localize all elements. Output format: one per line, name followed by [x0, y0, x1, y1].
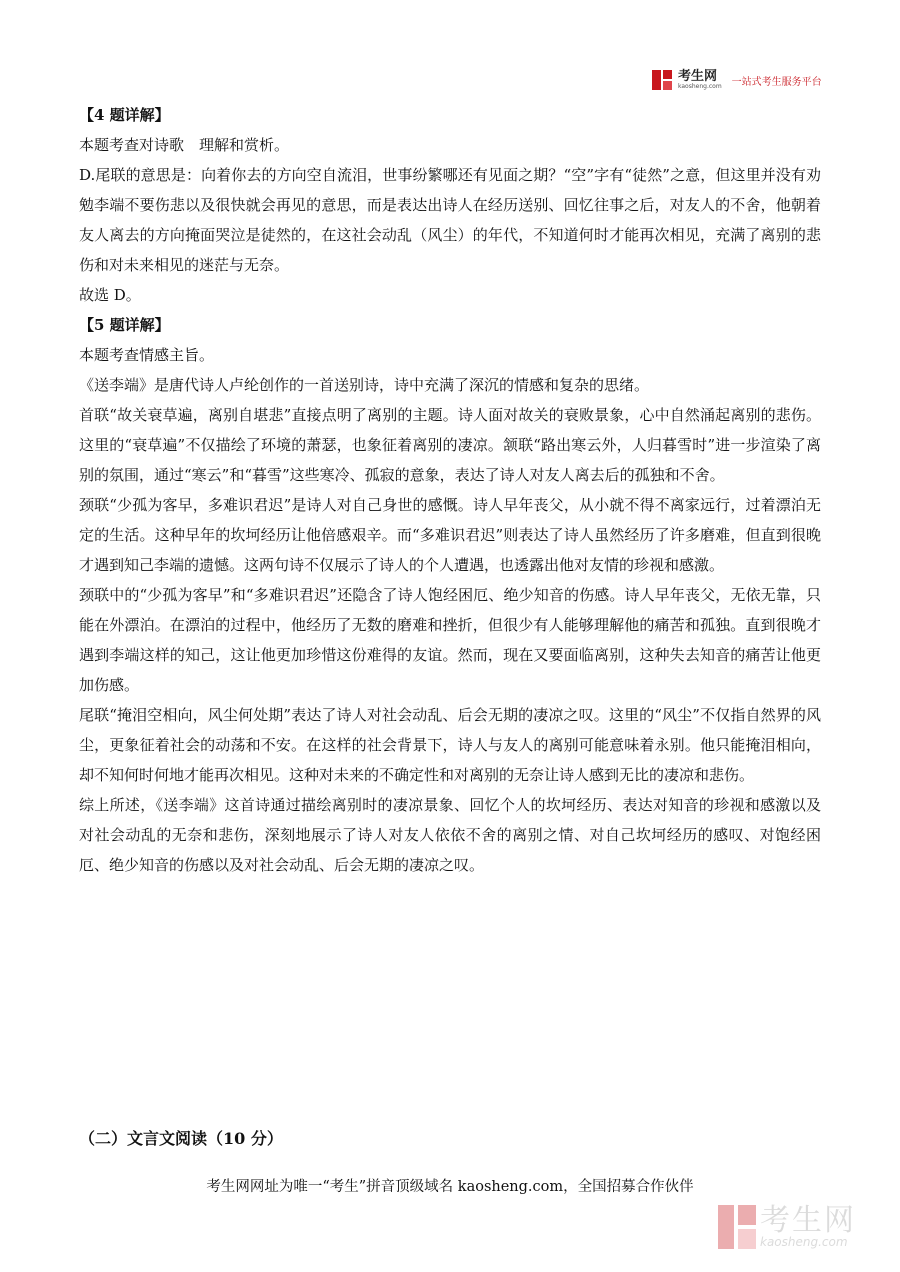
watermark [718, 1205, 856, 1249]
paragraph: 故选 D。 [79, 286, 141, 304]
watermark-logo-icon [718, 1205, 756, 1249]
paragraph: 本题考查对诗歌 理解和赏析。 [79, 136, 290, 154]
paragraph: 首联“故关衰草遍，离别自堪悲”直接点明了离别的主题。诗人面对故关的衰败景象，心中自然涌起离别的悲伤。这里的“衰草遍”不仅描绘了环境的萧瑟，也象征着离别的凄凉。颔联“路出寒云外，人归暮雪时”进一步渲染了离别的氛围，通过“寒云”和“暮雪”这些寒冷、孤寂的意象，表达了诗人对友人离去后的孤独和不舍。 [79, 406, 821, 484]
logo-name: 考生网 [678, 69, 718, 84]
watermark-name: 考生网 [760, 1203, 856, 1238]
section-title: （二）文言文阅读（10 分） [79, 1129, 283, 1148]
logo-slogan: 一站式考生服务平台 [731, 76, 822, 88]
paragraph: 综上所述，《送李端》这首诗通过描绘离别时的凄凉景象、回忆个人的坎坷经历、表达对知音的珍视和感激以及对社会动乱的无奈和悲伤，深刻地展示了诗人对友人依依不舍的离别之情、对自己坎坷经历的感叹、对饱经困厄、绝少知音的伤感以及对社会动乱、后会无期的凄凉之叹。 [79, 796, 821, 874]
paragraph: 本题考查情感主旨。 [79, 346, 215, 364]
watermark-domain: kaosheng.com [760, 1235, 848, 1249]
paragraph: 颈联中的“少孤为客早”和“多难识君迟”还隐含了诗人饱经困厄、绝少知音的伤感。诗人早年丧父，无依无靠，只能在外漂泊。在漂泊的过程中，他经历了无数的磨难和挫折，但很少有人能够理解他的痛苦和孤独。直到很晚才遇到李端这样的知己，这让他更加珍惜这份难得的友谊。然而，现在又要面临离别，这种失去知音的痛苦让他更加伤感。 [79, 586, 821, 694]
paragraph: D.尾联的意思是：向着你去的方向空自流泪，世事纷繁哪还有见面之期？“空”字有“徒然”之意，但这里并没有劝勉李端不要伤悲以及很快就会再见的意思，而是表达出诗人在经历送别、回忆往事之后，对友人的不舍，他朝着友人离去的方向掩面哭泣是徒然的，在这社会动乱（风尘）的年代，不知道何时才能再次相见，充满了离别的悲伤和对未来相见的迷茫与无奈。 [79, 166, 821, 274]
document-body [79, 100, 821, 880]
header-logo [652, 70, 822, 90]
kaosheng-logo-icon [652, 70, 672, 90]
paragraph: 颈联“少孤为客早，多难识君迟”是诗人对自己身世的感慨。诗人早年丧父，从小就不得不离家远行，过着漂泊无定的生活。这种早年的坎坷经历让他倍感艰辛。而“多难识君迟”则表达了诗人虽然经历了许多磨难，但直到很晚才遇到知己李端的遗憾。这两句诗不仅展示了诗人的个人遭遇，也透露出他对友情的珍视和感激。 [79, 496, 821, 574]
paragraph: 【5 题详解】 [79, 316, 170, 334]
paragraph: 【4 题详解】 [79, 106, 170, 124]
logo-domain: kaosheng.com [678, 83, 722, 90]
footer-text: 考生网网址为唯一“考生”拼音顶级域名 kaosheng.com，全国招募合作伙伴 [206, 1179, 694, 1195]
paragraph: 尾联“掩泪空相向，风尘何处期”表达了诗人对社会动乱、后会无期的凄凉之叹。这里的“风尘”不仅指自然界的风尘，更象征着社会的动荡和不安。在这样的社会背景下，诗人与友人的离别可能意味着永别。他只能掩泪相向，却不知何时何地才能再次相见。这种对未来的不确定性和对离别的无奈让诗人感到无比的凄凉和悲伤。 [79, 706, 821, 784]
paragraph: 《送李端》是唐代诗人卢纶创作的一首送别诗，诗中充满了深沉的情感和复杂的思绪。 [79, 376, 650, 394]
